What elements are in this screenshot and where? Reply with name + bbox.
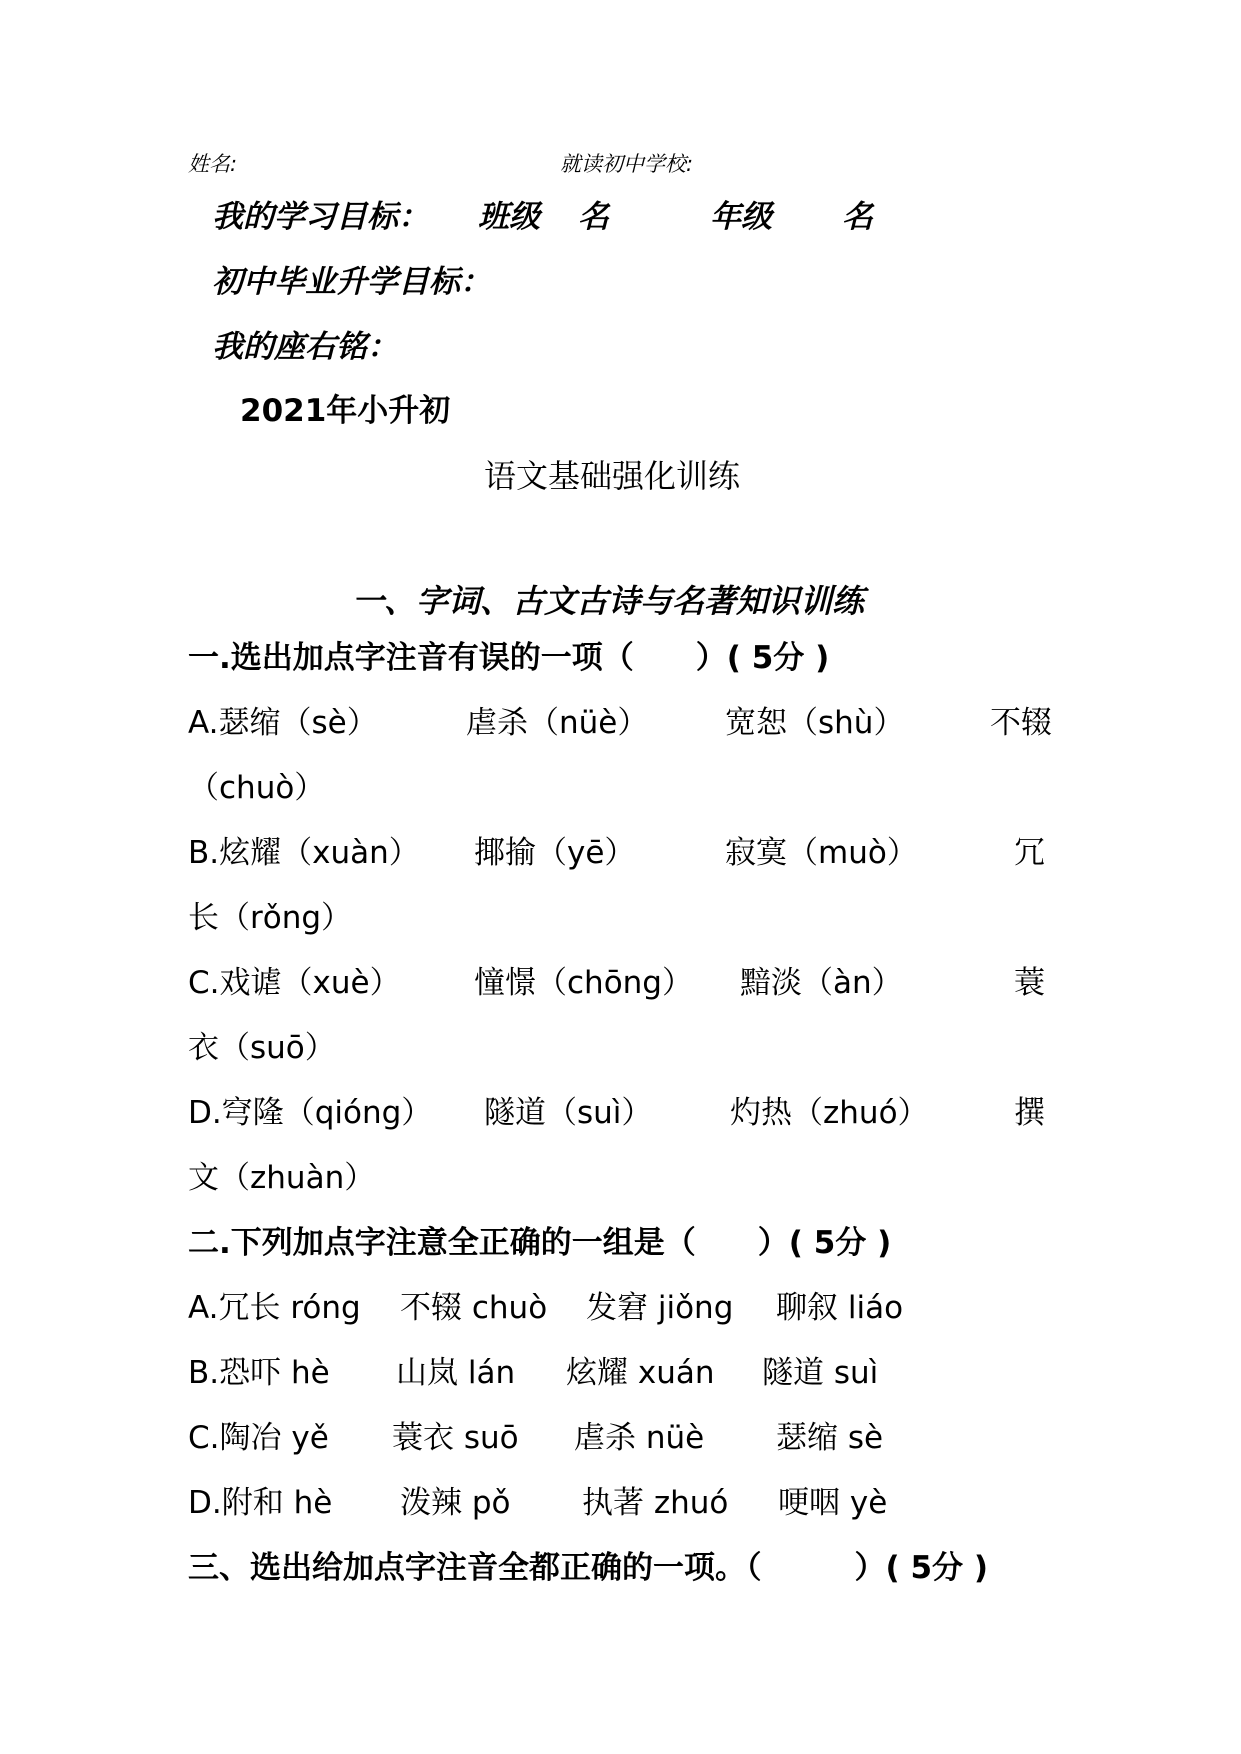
class-rank-unit: 名: [578, 199, 609, 235]
grade-label: 年级: [710, 199, 772, 235]
q1-option-a-item2: 虐杀（nüè）: [466, 705, 649, 741]
q1-option-c-item2: 憧憬（chōng）: [474, 965, 693, 1001]
graduation-goal-label: 初中毕业升学目标：: [212, 264, 491, 300]
section-title: 一、字词、古文古诗与名著知识训练: [352, 582, 865, 620]
q1-option-b-item1: B.炫耀（xuàn）: [188, 835, 420, 871]
school-label: 就读初中学校:: [560, 152, 694, 176]
q2-option-d-item1: D.附和 hè: [188, 1485, 333, 1521]
grade-rank-unit: 名: [842, 199, 873, 235]
q1-option-a-item4-cont: （chuò）: [188, 770, 326, 806]
q2-option-a-item2: 不辍 chuò: [400, 1290, 548, 1326]
q2-option-b-item2: 山岚 lán: [396, 1355, 516, 1391]
q1-option-c-item4-cont: 衣（suō）: [188, 1030, 336, 1066]
q2-option-a-item4: 聊叙 liáo: [776, 1290, 904, 1326]
subtitle: 语文基础强化训练: [484, 457, 741, 495]
q2-option-c-item4: 瑟缩 sè: [776, 1420, 884, 1456]
year-title: 2021年小升初: [240, 393, 451, 429]
q2-option-d-item2: 泼辣 pǒ: [400, 1485, 511, 1521]
q2-option-a-item3: 发窘 jiǒng: [586, 1290, 734, 1326]
q2-option-a-item1: A.冗长 róng: [188, 1290, 361, 1326]
q1-option-a-item3: 宽恕（shù）: [725, 705, 905, 741]
q1-option-b-item4: 冗: [1014, 835, 1045, 871]
question-2-heading: 二.下列加点字注意全正确的一组是（ ）( 5分 ): [188, 1225, 892, 1261]
q1-option-d-item2: 隧道（suì）: [484, 1095, 653, 1131]
motto-label: 我的座右铭：: [212, 329, 398, 365]
q2-option-c-item1: C.陶冶 yě: [188, 1420, 329, 1456]
question-1-heading: 一.选出加点字注音有误的一项（ ）( 5分 ): [188, 640, 830, 676]
study-goal-label: 我的学习目标：: [212, 199, 429, 235]
q1-option-d-item4-cont: 文（zhuàn）: [188, 1160, 376, 1196]
q1-option-b-item4-cont: 长（rǒng）: [188, 900, 353, 936]
q2-option-b-item1: B.恐吓 hè: [188, 1355, 330, 1391]
name-label: 姓名:: [188, 152, 238, 176]
q2-option-d-item3: 执著 zhuó: [582, 1485, 729, 1521]
q1-option-a-item4: 不辍: [990, 705, 1052, 741]
q2-option-b-item4: 隧道 suì: [762, 1355, 879, 1391]
q1-option-d-item1: D.穹隆（qióng）: [188, 1095, 433, 1131]
q1-option-d-item3: 灼热（zhuó）: [730, 1095, 929, 1131]
q2-option-c-item2: 蓑衣 suō: [392, 1420, 519, 1456]
q1-option-d-item4: 撰: [1014, 1095, 1045, 1131]
q2-option-c-item3: 虐杀 nüè: [574, 1420, 705, 1456]
question-3-heading: 三、选出给加点字注音全都正确的一项。（ ）( 5分 ): [188, 1550, 988, 1586]
q1-option-b-item2: 揶揄（yē）: [474, 835, 636, 871]
q2-option-b-item3: 炫耀 xuán: [566, 1355, 715, 1391]
class-label: 班级: [478, 199, 540, 235]
q1-option-a-item1: A.瑟缩（sè）: [188, 705, 378, 741]
q1-option-b-item3: 寂寞（muò）: [725, 835, 918, 871]
q1-option-c-item4: 蓑: [1014, 965, 1045, 1001]
q1-option-c-item1: C.戏谑（xuè）: [188, 965, 401, 1001]
q2-option-d-item4: 哽咽 yè: [778, 1485, 888, 1521]
q1-option-c-item3: 黯淡（àn）: [740, 965, 903, 1001]
